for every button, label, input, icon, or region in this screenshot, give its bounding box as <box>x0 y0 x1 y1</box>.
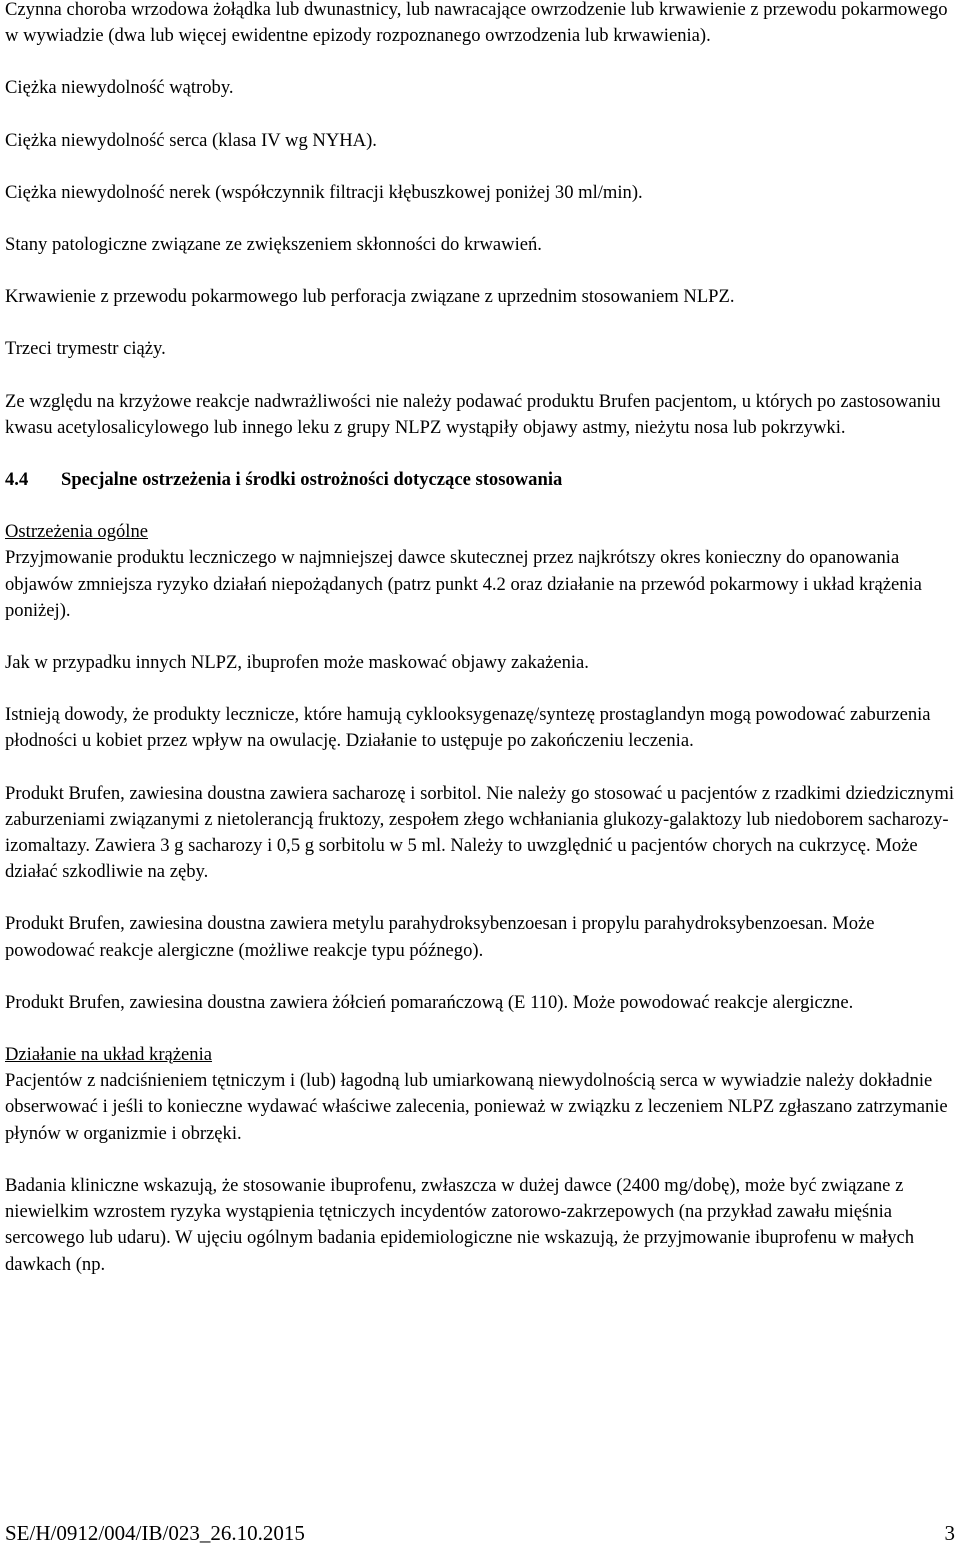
contraindication-item: Krwawienie z przewodu pokarmowego lub perforacja związane z uprzednim stosowaniem NLPZ. <box>5 286 735 308</box>
general-warning-paragraph: Istnieją dowody, że produkty lecznicze, które hamują cyklooksygenazę/syntezę prostaglandyn mogą powodować zaburzenia płodności u kobiet przez wpływ na owulację. Działanie to ustępuje po zakończeniu leczenia. <box>5 704 931 752</box>
contraindication-item: Trzeci trymestr ciąży. <box>5 338 166 360</box>
section-heading <box>5 467 955 493</box>
document-page <box>5 0 955 1304</box>
general-warning-paragraph: Produkt Brufen, zawiesina doustna zawiera sacharozę i sorbitol. Nie należy go stosować u pacjentów z rzadkimi dziedzicznymi zaburzeniami związanymi z nietolerancją fruktozy, zespołem złego wchłaniania glukozy-galaktozy lub niedoborem sacharozy-izomaltazy. Zawiera 3 g sacharozy i 0,5 g sorbitolu w 5 ml. Należy to uwzględnić u pacjentów chorych na cukrzycę. Może działać szkodliwie na zęby. <box>5 782 954 883</box>
general-warning-paragraph: Produkt Brufen, zawiesina doustna zawiera żółcień pomarańczową (E 110). Może powodować reakcje alergiczne. <box>5 991 854 1013</box>
contraindication-item: Ciężka niewydolność nerek (współczynnik filtracji kłębuszkowej poniżej 30 ml/min). <box>5 181 643 203</box>
contraindication-item: Stany patologiczne związane ze zwiększeniem skłonności do krwawień. <box>5 234 542 256</box>
cardiovascular-paragraph: Pacjentów z nadciśnieniem tętniczym i (lub) łagodną lub umiarkowaną niewydolnością serca w wywiadzie należy dokładnie obserwować i jeśli to konieczne wydawać właściwe zalecenia, ponieważ w związku z leczeniem NLPZ zgłaszano zatrzymanie płynów w organizmie i obrzęki. <box>5 1070 948 1144</box>
document-code: SE/H/0912/004/IB/023_26.10.2015 <box>5 1521 305 1545</box>
section-title: Specjalne ostrzeżenia i środki ostrożności dotyczące stosowania <box>61 469 563 491</box>
general-warning-paragraph: Produkt Brufen, zawiesina doustna zawiera metylu parahydroksybenzoesan i propylu parahydroksybenzoesan. Może powodować reakcje alergiczne (możliwe reakcje typu późnego). <box>5 913 875 961</box>
section-number: 4.4 <box>5 469 29 491</box>
general-warning-paragraph: Jak w przypadku innych NLPZ, ibuprofen może maskować objawy zakażenia. <box>5 652 589 674</box>
cardiovascular-subheading: Działanie na układ krążenia <box>5 1044 213 1066</box>
contraindication-item: Ciężka niewydolność serca (klasa IV wg NYHA). <box>5 129 377 151</box>
contraindication-item: Czynna choroba wrzodowa żołądka lub dwunastnicy, lub nawracające owrzodzenie lub krwawienie z przewodu pokarmowego w wywiadzie (dwa lub więcej ewidentne epizody rozpoznanego owrzodzenia lub krwawienia). <box>5 0 948 47</box>
general-warnings-subheading: Ostrzeżenia ogólne <box>5 521 149 543</box>
cardiovascular-paragraph: Badania kliniczne wskazują, że stosowanie ibuprofenu, zwłaszcza w dużej dawce (2400 mg/dobę), może być związane z niewielkim wzrostem ryzyka wystąpienia tętniczych incydentów zatorowo-zakrzepowych (na przykład zawału mięśnia sercowego lub udaru). W ujęciu ogólnym badania epidemiologiczne nie wskazują, że przyjmowanie ibuprofenu w małych dawkach (np. <box>5 1174 915 1275</box>
general-warning-paragraph: Przyjmowanie produktu leczniczego w najmniejszej dawce skutecznej przez najkrótszy okres konieczny do opanowania objawów zmniejsza ryzyko działań niepożądanych (patrz punkt 4.2 oraz działanie na przewód pokarmowy i układ krążenia poniżej). <box>5 547 922 621</box>
contraindication-item: Ze względu na krzyżowe reakcje nadwrażliwości nie należy podawać produktu Brufen pacjentom, u których po zastosowaniu kwasu acetylosalicylowego lub innego leku z grupy NLPZ wystąpiły objawy astmy, nieżytu nosa lub pokrzywki. <box>5 390 941 438</box>
page-number: 3 <box>944 1521 955 1545</box>
contraindication-item: Ciężka niewydolność wątroby. <box>5 77 234 99</box>
